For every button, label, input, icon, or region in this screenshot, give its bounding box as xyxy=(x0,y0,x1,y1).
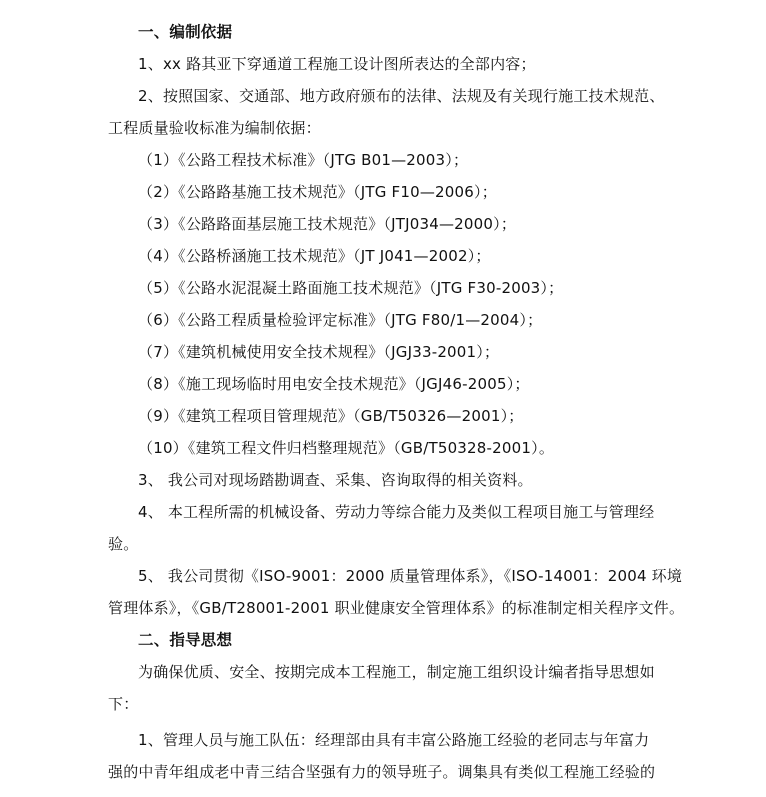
section2-item1-line2: 强的中青年组成老中青三结合坚强有力的领导班子。调集具有类似工程施工经验的 xyxy=(108,763,656,781)
standard-item: （5）《公路水泥混凝土路面施工技术规范》（JTG F30-2003）； xyxy=(138,279,564,297)
section1-item5-line2: 管理体系》，《GB/T28001-2001 职业健康安全管理体系》的标准制定相关程序文件。 xyxy=(108,599,685,617)
standard-item: （7）《建筑机械使用安全技术规程》（JGJ33-2001）； xyxy=(138,343,500,361)
standard-item: （6）《公路工程质量检验评定标准》（JTG F80/1—2004）； xyxy=(138,311,543,329)
section1-item2-line1: 2、按照国家、交通部、地方政府颁布的法律、法规及有关现行施工技术规范、 xyxy=(138,87,665,105)
standard-item: （8）《施工现场临时用电安全技术规范》（JGJ46-2005）； xyxy=(138,375,530,393)
section1-item4-line2: 验。 xyxy=(108,535,139,553)
section2-intro-line1: 为确保优质、安全、按期完成本工程施工，制定施工组织设计编者指导思想如 xyxy=(138,663,655,681)
standard-item: （3）《公路路面基层施工技术规范》（JTJ034—2000）； xyxy=(138,215,517,233)
section2-intro-line2: 下： xyxy=(108,695,139,713)
section2-heading: 二、指导思想 xyxy=(138,631,233,649)
standard-item: （1）《公路工程技术标准》（JTG B01—2003）； xyxy=(138,151,469,169)
section1-item2-line2: 工程质量验收标准为编制依据： xyxy=(108,119,321,137)
section1-item4-line1: 4、 本工程所需的机械设备、劳动力等综合能力及类似工程项目施工与管理经 xyxy=(138,503,655,521)
standard-item: （10）《建筑工程文件归档整理规范》（GB/T50328-2001）。 xyxy=(138,439,555,457)
standard-item: （2）《公路路基施工技术规范》（JTG F10—2006）； xyxy=(138,183,497,201)
standard-item: （9）《建筑工程项目管理规范》（GB/T50326—2001）； xyxy=(138,407,524,425)
section2-item1-line1: 1、管理人员与施工队伍：经理部由具有丰富公路施工经验的老同志与年富力 xyxy=(138,731,650,749)
section1-item5-line1: 5、 我公司贯彻《ISO-9001：2000 质量管理体系》，《ISO-14001：2004 环境 xyxy=(138,567,683,585)
section1-item1: 1、xx 路其亚下穿通道工程施工设计图所表达的全部内容； xyxy=(138,55,536,73)
section1-item3: 3、 我公司对现场踏勘调查、采集、咨询取得的相关资料。 xyxy=(138,471,533,489)
standard-item: （4）《公路桥涵施工技术规范》（JT J041—2002）； xyxy=(138,247,491,265)
section1-heading: 一、编制依据 xyxy=(138,23,233,41)
